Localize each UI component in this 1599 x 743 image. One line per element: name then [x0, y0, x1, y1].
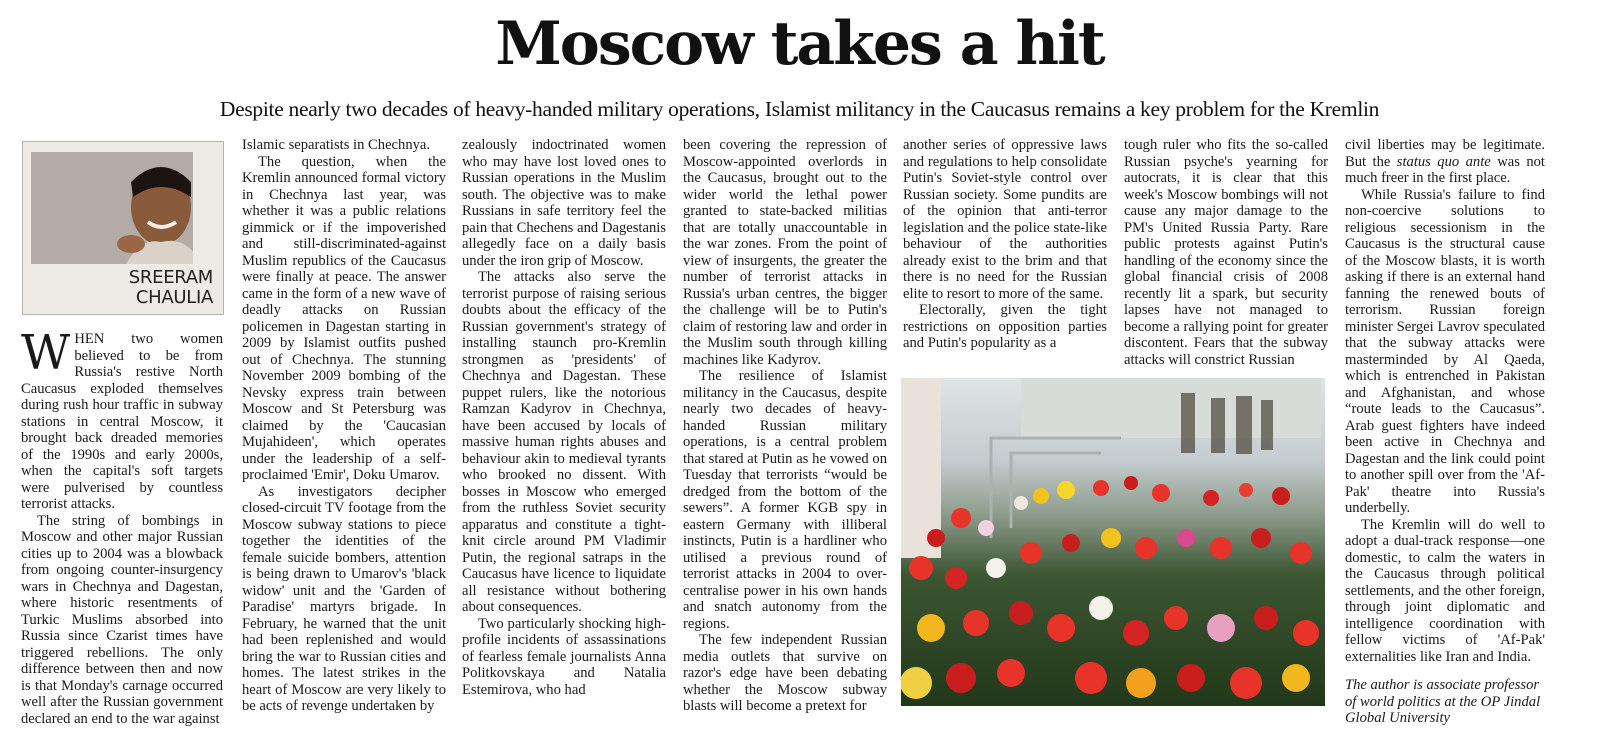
paragraph: Electorally, given the tight restrictions on opposition parties and Putin's popularity as a: [903, 302, 1107, 351]
text-run: civil liberties may be legitimate. But the: [1345, 137, 1545, 170]
paragraph: While Russia's failure to find non-coercive solutions to religious secessionism in the Caucasus is the structural cause of the Moscow blasts, it is worth asking if there is an external hand fanning the renewed bouts of terrorism. Russian foreign minister Sergei Lavrov speculated that the subway attacks were masterminded by Al Qaeda, which is entrenched in Pakistan and Afghanistan, and whose “route leads to the Caucasus”. Arab guest fighters have indeed been active in Chechnya and Dagestan and the link could point to another spill over from the 'Af-Pak' theatre into Russia's underbelly.: [1345, 186, 1545, 516]
italic-run: status quo ante: [1396, 153, 1491, 170]
paragraph: The resilience of Islamist militancy in the Caucasus, despite nearly two decades of heavy-handed Russian military operations, is a central problem that stared at Putin as he vowed on Tuesday that terrorists “would be dredged from the bottom of the sewers”. A former KGB spy in eastern Germany with illiberal instincts, Putin is a hardliner who utilised a previous round of terrorist attacks in 2004 to over-centralise power in his own hands and snatch autonomy from the regions.: [683, 368, 887, 632]
byline: [33, 268, 213, 308]
lead-text: HEN two women believed to be from Russia's restive North Caucasus exploded themselves during rush hour traffic in subway stations in central Moscow, it brought back dreaded memories of the 1990s and early 2000s, when the capital's soft targets were pulverised by countless terrorist attacks.: [21, 331, 223, 512]
column-7: [1345, 137, 1545, 727]
column-4: [683, 137, 887, 715]
byline-box: [22, 141, 224, 315]
paragraph: The few independent Russian media outlets that survive on razor's edge have been debating whether the Moscow subway blasts will become a pretext for: [683, 632, 887, 714]
column-2: [242, 137, 446, 715]
paragraph: The string of bombings in Moscow and other major Russian cities up to 2004 was a blowback from ongoing counter-insurgency wars in Chechnya and Dagestan, where historic resentments of Turkic Muslims absorbed into Russia since Czarist times have triggered rebellions. The only difference between then and now is that Monday's carnage occurred well after the Russian government declared an end to the war against: [21, 512, 223, 727]
paragraph: Two particularly shocking high-profile incidents of assassinations of fearless female journalists Anna Politkovskaya and Natalia Estemirova, who had: [462, 615, 666, 698]
paragraph: zealously indoctrinated women who may have lost loved ones to Russian operations in the Muslim south. The objective was to make Russians in safe territory feel the pain that Chechens and Dagestanis allegedly face on a daily basis under the iron grip of Moscow.: [462, 137, 666, 269]
paragraph: tough ruler who fits the so-called Russian psyche's yearning for autocrats, it is clear that this week's Moscow bombings will not cause any major damage to the PM's United Russia Party. Rare public protests against Putin's handling of the economy since the global financial crisis of 2008 recently lit a spark, but security lapses have not managed to become a rallying point for greater discontent. Fears that the subway attacks will constrict Russian: [1124, 137, 1328, 368]
column-5: [903, 137, 1107, 352]
flowers-photo: [901, 378, 1325, 706]
paragraph: another series of oppressive laws and regulations to help consolidate Putin's Soviet-style control over Russian society. Some pundits are of the opinion that anti-terror legislation and the police state-like behaviour of the authorities already exist to the brim and that there is no need for the Russian elite to resort to more of the same.: [903, 137, 1107, 302]
paragraph: been covering the repression of Moscow-appointed overlords in the Caucasus, brought out to the wider world the lethal power granted to state-backed militias that are totally unaccountable in the war zones. From the point of view of insurgents, the greater the number of terrorist attacks in Russia's urban centres, the bigger the challenge will be to Putin's claim of restoring law and order in the Muslim south through killing machines like Kadyrov.: [683, 137, 887, 368]
paragraph: The Kremlin will do well to adopt a dual-track response—one domestic, to calm the waters in the Caucasus through political settlements, and the other foreign, through joint diplomatic and intelligence coordination with fellow victims of 'Af-Pak' externalities like Iran and India.: [1345, 516, 1545, 665]
column-6: [1124, 137, 1328, 368]
byline-last: CHAULIA: [135, 287, 213, 308]
dropcap: W: [21, 325, 71, 381]
author-photo: [31, 152, 193, 264]
column-3: [462, 137, 666, 698]
byline-first: SREERAM: [128, 267, 213, 288]
lead-paragraph: [21, 325, 223, 513]
paragraph: The attacks also serve the terrorist purpose of raising serious doubts about the efficacy of the Russian government's strategy of installing staunch pro-Kremlin strongmen as 'presidents' of Chechnya and Dagestan. These puppet rulers, like the notorious Ramzan Kadyrov in Chechnya, have been accused by locals of massive human rights abuses and behaviour akin to medieval tyrants who brooked no dissent. With bosses in Moscow who emerged from the ruthless Soviet security apparatus and constitute a tight-knit circle around PM Vladimir Putin, the regional satraps in the Caucasus have licence to liquidate all resistance without bothering about consequences.: [462, 269, 666, 615]
deck: Despite nearly two decades of heavy-handed military operations, Islamist militancy in the Caucasus remains a key problem for the Kremlin: [219, 97, 1380, 121]
paragraph: [1345, 137, 1545, 187]
paragraph: The question, when the Kremlin announced formal victory in Chechnya last year, was whether it was a public relations gimmick or if the impoverished and still-discriminated-against Muslim republics of the Caucasus were finally at peace. The answer came in the form of a new wave of deadly attacks on Russian policemen in Dagestan starting in 2009 by Islamist outfits pushed out of Chechnya. The stunning November 2009 bombing of the Nevsky express train between Moscow and St Petersburg was claimed by the 'Caucasian Mujahideen', which operates under the leadership of a self-proclaimed 'Emir', Doku Umarov.: [242, 153, 446, 483]
headline: Moscow takes a hit: [495, 9, 1104, 79]
text-run: was not much freer in the first place.: [1345, 153, 1545, 186]
paragraph: As investigators decipher closed-circuit TV footage from the Moscow subway stations to piece together the identities of the female suicide bombers, attention is being drawn to Umarov's 'black widow' unit and the 'Garden of Paradise' martyrs brigade. In February, he warned that the unit had been replenished and would bring the war to Russian cities and homes. The latest strikes in the heart of Moscow are very likely to be acts of revenge undertaken by: [242, 483, 446, 714]
paragraph: Islamic separatists in Chechnya.: [242, 137, 431, 153]
author-note: The author is associate professor of world politics at the OP Jindal Global University: [1345, 677, 1541, 726]
column-1: [21, 325, 223, 727]
